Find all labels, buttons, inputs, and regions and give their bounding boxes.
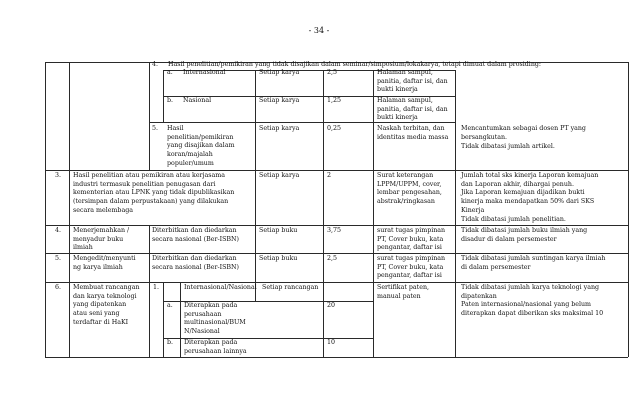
row4-unit: Setiap buku <box>259 227 298 234</box>
r5-unit: Setiap karya <box>259 125 300 132</box>
row6-unit: Setiap rancangan <box>262 284 319 291</box>
row6-evidence: Sertifikat paten, manual paten <box>377 284 429 300</box>
row5-note: Tidak dibatasi jumlah suntingan karya ilmiah di dalam persemester <box>461 255 606 271</box>
row6a-number: a. <box>167 302 173 309</box>
r4b-score: 1,25 <box>327 97 342 104</box>
row5-number: 5. <box>55 255 62 262</box>
row5-label: Mengedit/menyunti ng karya ilmiah <box>73 255 136 271</box>
row6b-number: b. <box>167 339 174 346</box>
row6b-label: Diterapkan pada perusahaan lainnya <box>184 339 247 355</box>
row4-score: 3,75 <box>327 227 342 234</box>
row5-score: 2,5 <box>327 255 338 262</box>
row5-sub: Diterbitkan dan diedarkan secara nasional (Ber-ISBN) <box>152 255 240 271</box>
row3-note: Jumlah total sks kinerja Laporan kemajuan dan Laporan akhir, dihargai penuh. Jika Laporan kemajuan dijadikan bukti kinerja maka mendapatkan 50% dari SKS Kinerja Tidak dibatasi jumlah penelitian. <box>461 172 599 223</box>
row4-label: Menerjemahkan / menyadur buku ilmiah <box>73 227 130 252</box>
r5-score: 0,25 <box>327 125 342 132</box>
row6-note: Tidak dibatasi jumlah karya teknologi yang dipatenkan Paten internasional/nasional yang belum diterapkan dapat diberikan sks maksimal 10 <box>461 284 604 318</box>
r4a-evidence: Halaman sampul, panitia, daftar isi, dan bukti kinerja <box>377 69 448 94</box>
r5-note-2: Tidak dibatasi jumlah artikel. <box>461 143 555 150</box>
row4-number: 4. <box>55 227 62 234</box>
r4a-unit: Setiap karya <box>259 69 300 76</box>
row6b-score: 10 <box>327 339 336 346</box>
r4a-score: 2,5 <box>327 69 338 76</box>
row6-label: Membuat rancangan dan karya teknologi yang dipatenkan atau seni yang terdaftar di HaKI <box>73 284 140 326</box>
row6a-label: Diterapkan pada perusahaan multinasional/BUM N/Nasional <box>184 302 246 336</box>
row6-sub1-label: Internasional/Nasional <box>184 284 257 291</box>
r4b-evidence: Halaman sampul, panitia, daftar isi, dan bukti kinerja <box>377 97 448 122</box>
row4-sub: Diterbitkan dan diedarkan secara nasional (Ber-ISBN) <box>152 227 240 243</box>
row6-number: 6. <box>55 284 62 291</box>
row4-evidence: surat tugas pimpinan PT, Cover buku, kata pengantar, daftar isi <box>377 227 446 252</box>
row5-evidence: surat tugas pimpinan PT, Cover buku, kata pengantar, daftar isi <box>377 255 446 280</box>
r5-note-1: Mencantumkan sebagai dosen PT yang bersangkutan. <box>461 125 586 141</box>
row3-label: Hasil penelitian atau pemikiran atau kerjasama industri termasuk penelitian penugasan dari kementerian atau LPNK yang tidak dipublikasikan (tersimpan dalam perpustakaan) yang dilakukan secara melembaga <box>73 172 235 214</box>
r5-number: 5. <box>152 125 159 132</box>
row6a-score: 20 <box>327 302 336 309</box>
r4b-number: b. <box>167 97 174 104</box>
row4-note: Tidak dibatasi jumlah buku ilmiah yang disadur di dalam persemester <box>461 227 588 243</box>
row3-evidence: Surat keterangan LPPM/UPPM, cover, lembar pengesahan, abstrak/ringkasan <box>377 172 442 206</box>
r5-label: Hasil penelitian/pemikiran yang disajikan dalam koran/majalah populer/umum <box>167 125 235 167</box>
row6-sub1-number: 1. <box>153 284 160 291</box>
r4a-label: Internasional <box>183 69 226 76</box>
row3-number: 3. <box>55 172 62 179</box>
r5-evidence: Naskah terbitan, dan identitas media massa <box>377 125 449 141</box>
row3-unit: Setiap karya <box>259 172 300 179</box>
row3-score: 2 <box>327 172 332 179</box>
r4-number: 4. <box>152 61 159 68</box>
r4b-label: Nasional <box>183 97 212 104</box>
r4-title: Hasil penelitian/pemikiran yang tidak disajikan dalam seminar/simposium/lokakarya, tetapi dimuat dalam prosiding: <box>168 61 542 68</box>
page-number: - 34 - <box>308 26 330 35</box>
row5-unit: Setiap buku <box>259 255 298 262</box>
r4b-unit: Setiap karya <box>259 97 300 104</box>
r4a-number: a. <box>167 69 173 76</box>
